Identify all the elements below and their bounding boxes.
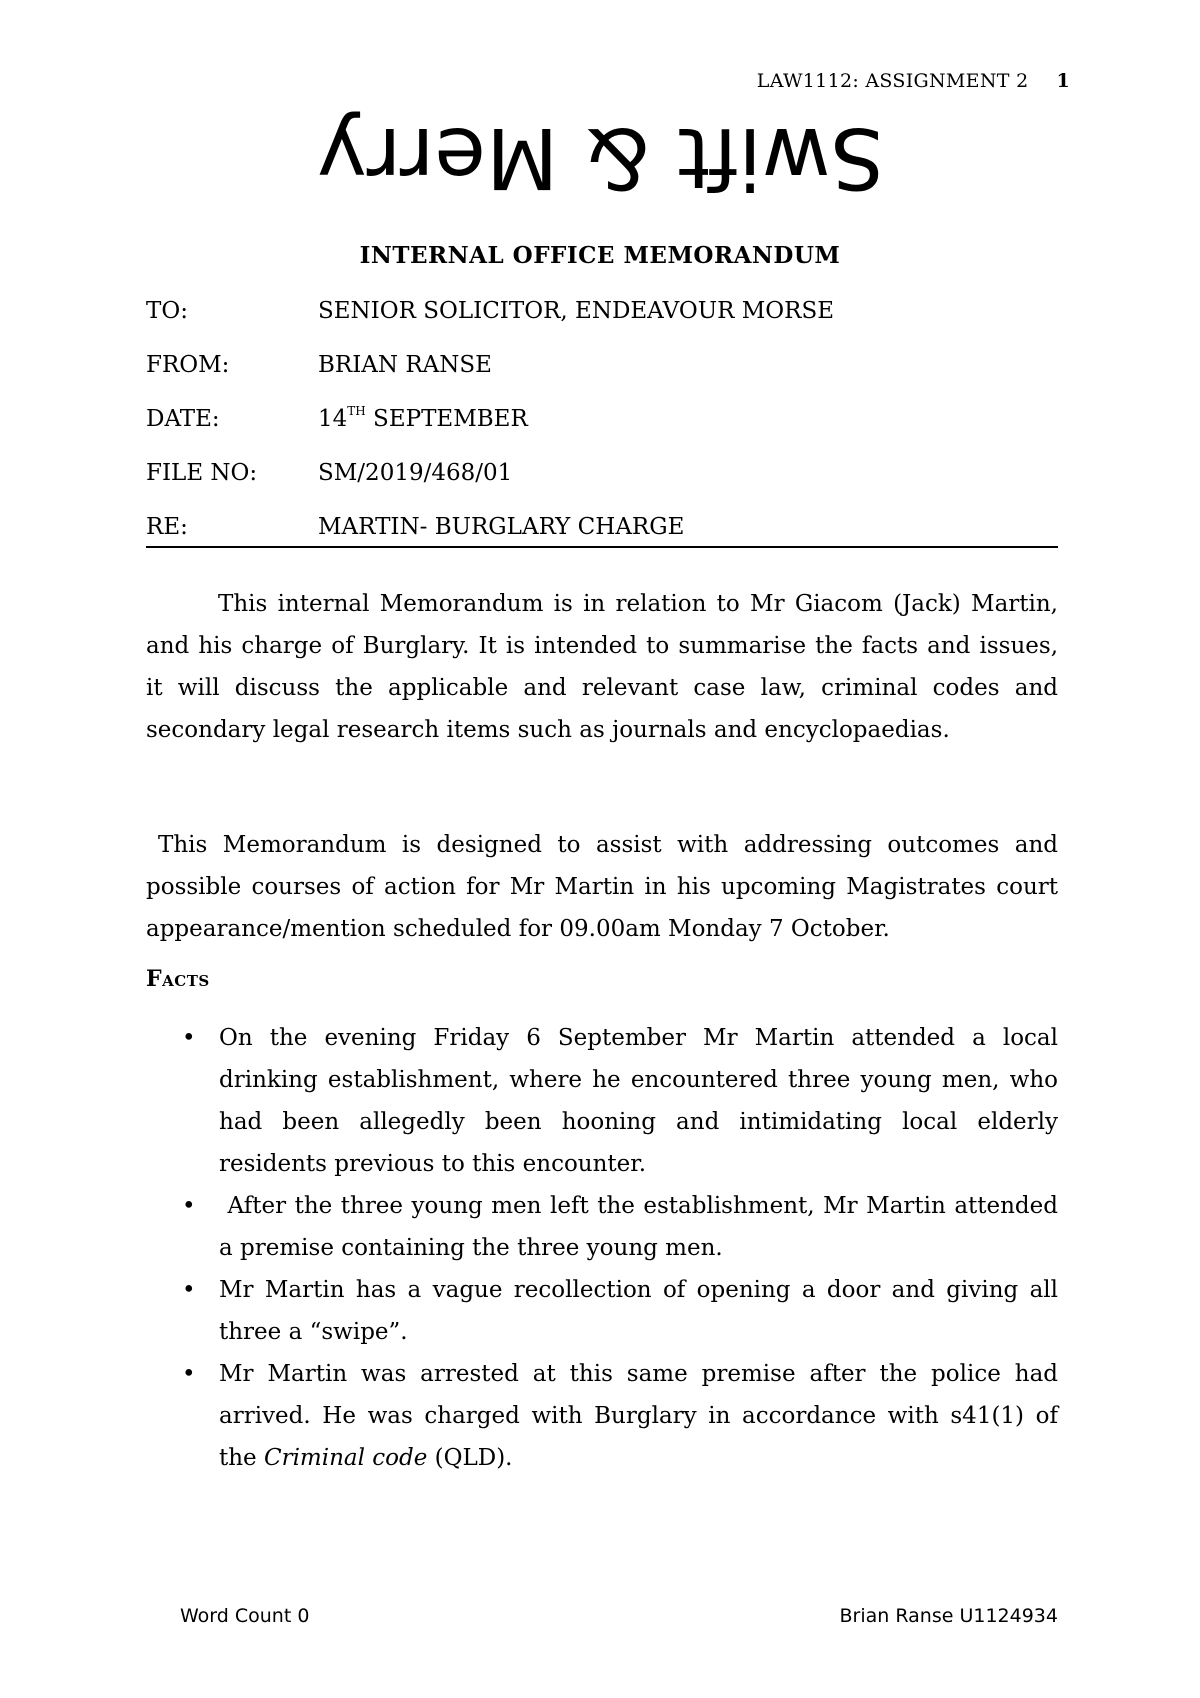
- word-count: Word Count 0: [180, 1605, 310, 1627]
- fact-text-part: (QLD).: [427, 1445, 513, 1471]
- date-month: SEPTEMBER: [365, 406, 528, 432]
- header-row-from: [146, 352, 1058, 406]
- header-row-re: [146, 514, 1058, 568]
- date-day: 14: [318, 406, 348, 432]
- fact-text: On the evening Friday 6 September Mr Martin attended a local drinking establishment, where he encountered three young men, who had been allegedly been hooning and intimidating local elderly residents previous to this encounter.: [219, 1025, 1058, 1177]
- header-label: TO:: [146, 298, 188, 324]
- course-label: LAW1112: ASSIGNMENT 2: [756, 70, 1029, 92]
- list-item: [146, 1269, 1058, 1353]
- facts-list: [146, 1017, 1066, 1479]
- header-value: MARTIN- BURGLARY CHARGE: [318, 514, 685, 540]
- header-value: [318, 406, 1058, 460]
- author-id: Brian Ranse U1124934: [839, 1605, 1058, 1627]
- purpose-paragraph: This Memorandum is designed to assist with addressing outcomes and possible courses of action for Mr Martin in his upcoming Magistrates court appearance/mention scheduled for 09.00am Monday 7 October.: [146, 832, 1058, 942]
- bullet-icon: •: [182, 1193, 196, 1219]
- page-number: 1: [1056, 70, 1070, 92]
- firm-logo-text: Swift & Merry: [316, 109, 884, 207]
- header-label: RE:: [146, 514, 188, 540]
- list-item: [146, 1185, 1066, 1269]
- fact-text: After the three young men left the establishment, Mr Martin attended a premise containing the three young men.: [219, 1193, 1066, 1261]
- header-label: DATE:: [146, 406, 220, 432]
- header-label: FROM:: [146, 352, 230, 378]
- fact-text: Mr Martin has a vague recollection of opening a door and giving all three a “swipe”.: [219, 1277, 1058, 1345]
- header-label: FILE NO:: [146, 460, 258, 486]
- bullet-icon: •: [182, 1277, 196, 1303]
- list-item: [146, 1017, 1058, 1185]
- header-value: BRIAN RANSE: [318, 352, 492, 378]
- list-item: [146, 1353, 1058, 1479]
- date-ordinal: TH: [347, 404, 366, 418]
- header-row-file-no: [146, 460, 1058, 514]
- running-head: [757, 70, 1070, 92]
- header-row-date: [146, 406, 1058, 460]
- header-divider: [146, 546, 1058, 548]
- facts-heading: Facts: [146, 966, 210, 992]
- fact-text: [219, 1353, 1058, 1479]
- bullet-icon: •: [182, 1025, 196, 1051]
- firm-logo: [0, 108, 1200, 208]
- memo-header: [146, 298, 1058, 568]
- fact-text-part: Mr Martin was arrested at this same premise after the police had arrived. He was charged with Burglary in accordance with s41(1) of the: [219, 1361, 1058, 1471]
- header-row-to: [146, 298, 1058, 352]
- bullet-icon: •: [182, 1361, 196, 1387]
- header-value: SENIOR SOLICITOR, ENDEAVOUR MORSE: [318, 298, 834, 324]
- statute-title: Criminal code: [263, 1445, 428, 1471]
- header-value: SM/2019/468/01: [318, 460, 513, 486]
- intro-paragraph: This internal Memorandum is in relation to Mr Giacom (Jack) Martin, and his charge of Burglary. It is intended to summarise the facts and issues, it will discuss the applicable and relevant case law, criminal codes and secondary legal research items such as journals and encyclopaedias.: [146, 591, 1058, 743]
- memo-title: INTERNAL OFFICE MEMORANDUM: [359, 242, 841, 269]
